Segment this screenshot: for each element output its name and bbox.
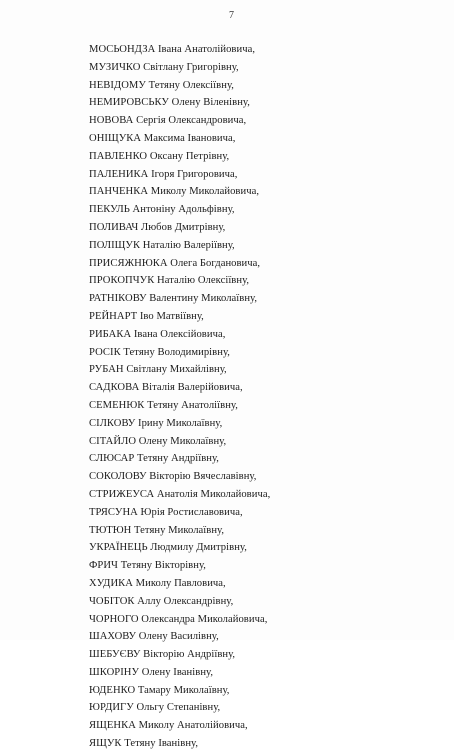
list-item: ПРИСЯЖНЮКА Олега Богдановича,: [89, 257, 261, 269]
list-item: ЮДЕНКО Тамару Миколаївну,: [89, 684, 230, 696]
list-item: ОНІЩУКА Максима Івановича,: [89, 132, 236, 144]
list-item: РАТНІКОВУ Валентину Миколаївну,: [89, 293, 258, 305]
list-item: РОСІК Тетяну Володимирівну,: [89, 346, 230, 358]
list-item: ФРИЧ Тетяну Вікторівну,: [89, 560, 206, 572]
list-item: ЮРДИГУ Ольгу Степанівну,: [89, 702, 221, 714]
list-item: СЛЮСАР Тетяну Андріївну,: [89, 453, 219, 465]
list-item: САДКОВА Віталія Валерійовича,: [89, 382, 243, 394]
list-item: СОКОЛОВУ Вікторію Вячеславівну,: [89, 471, 257, 483]
list-item: ЯЩЕНКА Миколу Анатолійовича,: [89, 720, 248, 732]
list-item: РЕЙНАРТ Іво Матвіївну,: [89, 310, 204, 322]
list-item: ПАВЛЕНКО Оксану Петрівну,: [89, 150, 230, 162]
list-item: ЧОБІТОК Аллу Олександрівну,: [89, 595, 234, 607]
list-item: ЯЩУК Тетяну Іванівну,: [89, 738, 199, 750]
list-item: СІТАЙЛО Олену Миколаївну,: [89, 435, 227, 447]
list-item: ТЮТЮН Тетяну Миколаївну,: [89, 524, 225, 536]
name-list: [89, 41, 270, 753]
list-item: ШАХОВУ Олену Василівну,: [89, 631, 219, 643]
list-item: СТРИЖЕУСА Анатолія Миколайовича,: [89, 488, 271, 500]
list-item: ЧОРНОГО Олександра Миколайовича,: [89, 613, 268, 625]
list-item: ПОЛІЩУК Наталію Валеріївну,: [89, 239, 235, 251]
list-item: ТРЯСУНА Юрія Ростиславовича,: [89, 506, 243, 518]
list-item: ШКОРІНУ Олену Іванівну,: [89, 666, 214, 678]
list-item: УКРАЇНЕЦЬ Людмилу Дмитрівну,: [89, 542, 247, 554]
list-item: НОВОВА Сергія Олександровича,: [89, 115, 247, 127]
list-item: СІЛКОВУ Ірину Миколаївну,: [89, 417, 223, 429]
list-item: ПАНЧЕНКА Миколу Миколайовича,: [89, 186, 260, 198]
list-item: НЕМИРОВСЬКУ Олену Віленівну,: [89, 97, 250, 109]
list-item: ПЕКУЛЬ Антоніну Адольфівну,: [89, 204, 235, 216]
list-item: РУБАН Світлану Михайлівну,: [89, 364, 227, 376]
list-item: МУЗИЧКО Світлану Григорівну,: [89, 61, 239, 73]
list-item: ПРОКОПЧУК Наталію Олексіївну,: [89, 275, 250, 287]
list-item: НЕВІДОМУ Тетяну Олексіївну,: [89, 79, 234, 91]
list-item: СЕМЕНЮК Тетяну Анатоліївну,: [89, 399, 238, 411]
list-item: ПАЛЕНИКА Ігоря Григоровича,: [89, 168, 238, 180]
list-item: РИБАКА Івана Олексійовича,: [89, 328, 226, 340]
page-number: 7: [229, 10, 234, 21]
list-item: ПОЛИВАЧ Любов Дмитрівну,: [89, 221, 226, 233]
list-item: ХУДИКА Миколу Павловича,: [89, 577, 226, 589]
list-item: МОСЬОНДЗА Івана Анатолійовича,: [89, 44, 256, 55]
list-item: ШЕБУЄВУ Вікторію Андріївну,: [89, 649, 236, 661]
